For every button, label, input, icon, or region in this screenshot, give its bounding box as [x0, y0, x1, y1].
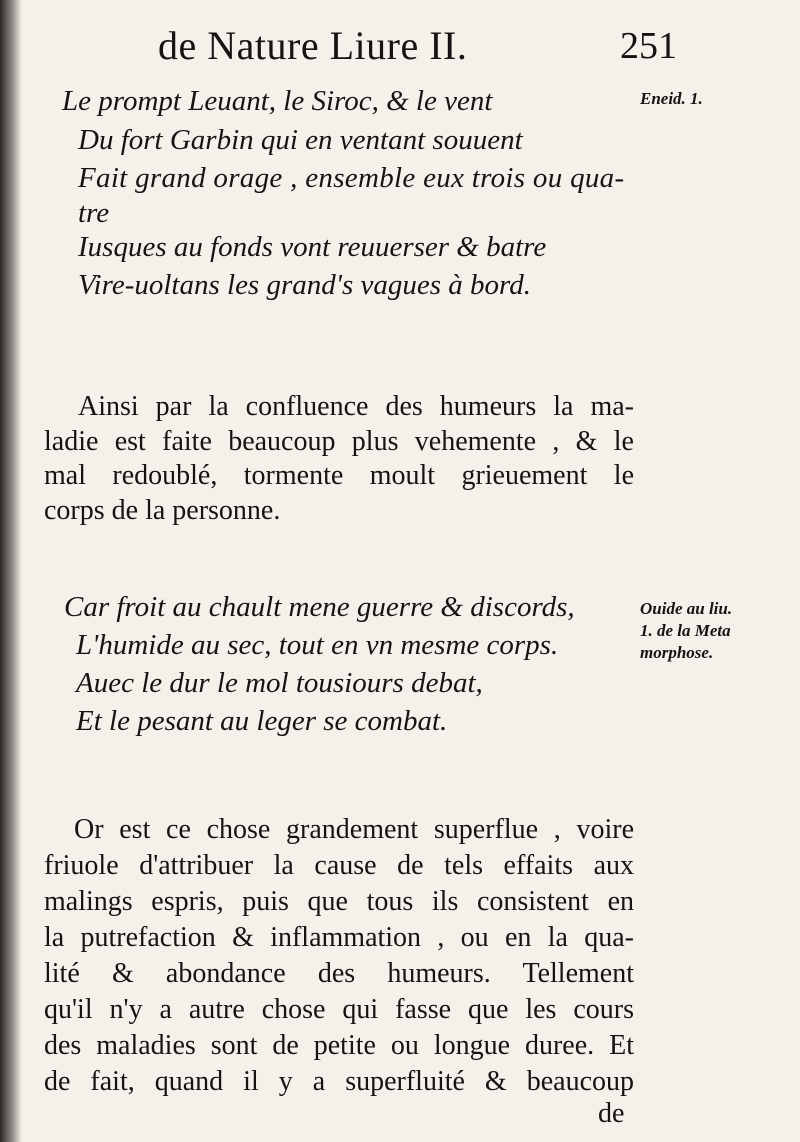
catchword: de — [598, 1098, 625, 1129]
verse-line: Du fort Garbin qui en ventant souuent — [78, 123, 523, 156]
page-number: 251 — [620, 25, 677, 67]
verse-line: Vire-uoltans les grand's vagues à bord. — [78, 269, 531, 301]
verse-line: Fait grand orage , ensemble eux trois ou qua- — [78, 162, 625, 194]
running-title: de Nature Liure II. — [158, 23, 468, 68]
prose-line: malings espris, puis que tous ils consistent en — [44, 886, 634, 917]
margin-note-ovid — [640, 598, 732, 664]
margin-note-eneid — [640, 88, 703, 110]
page-gutter-shadow — [0, 0, 22, 1142]
verse-line: Iusques au fonds vont reuuerser & batre — [78, 230, 547, 263]
margin-note-line: morphose. — [640, 643, 714, 662]
prose-line: lité & abondance des humeurs. Tellement — [44, 958, 634, 989]
paragraph-2 — [44, 812, 634, 1100]
prose-line: qu'il n'y a autre chose qui fasse que les cours — [44, 994, 634, 1025]
verse-line: Auec le dur le mol tousiours debat, — [76, 667, 483, 699]
prose-line: la putrefaction & inflammation , ou en la qua- — [44, 922, 634, 953]
margin-note-line: Ouide au liu. — [640, 599, 733, 618]
prose-line: corps de la personne. — [44, 494, 281, 526]
verse-block-1 — [62, 82, 624, 305]
verse-line: L'humide au sec, tout en vn mesme corps. — [76, 629, 559, 661]
prose-line: Ainsi par la confluence des humeurs la ma- — [78, 391, 634, 422]
verse-line: Et le pesant au leger se combat. — [76, 705, 448, 737]
prose-line: des maladies sont de petite ou longue duree. Et — [44, 1030, 634, 1061]
verse-block-2 — [64, 588, 575, 740]
margin-note-line: Eneid. 1. — [640, 89, 703, 108]
paragraph-1 — [44, 390, 634, 528]
prose-line: ladie est faite beaucoup plus vehemente , & le — [44, 425, 634, 457]
prose-line: friuole d'attribuer la cause de tels effaits aux — [44, 850, 634, 881]
margin-note-line: 1. de la Meta — [640, 621, 731, 640]
prose-line: Or est ce chose grandement superflue , voire — [74, 814, 634, 845]
verse-line: Le prompt Leuant, le Siroc, & le vent — [62, 85, 493, 117]
page-header — [158, 22, 688, 72]
prose-line: mal redoublé, tormente moult grieuement le — [44, 460, 634, 491]
prose-line: de fait, quand il y a superfluité & beaucoup — [44, 1066, 634, 1097]
verse-line: tre — [78, 196, 110, 229]
verse-line: Car froit au chault mene guerre & discords, — [64, 591, 575, 623]
